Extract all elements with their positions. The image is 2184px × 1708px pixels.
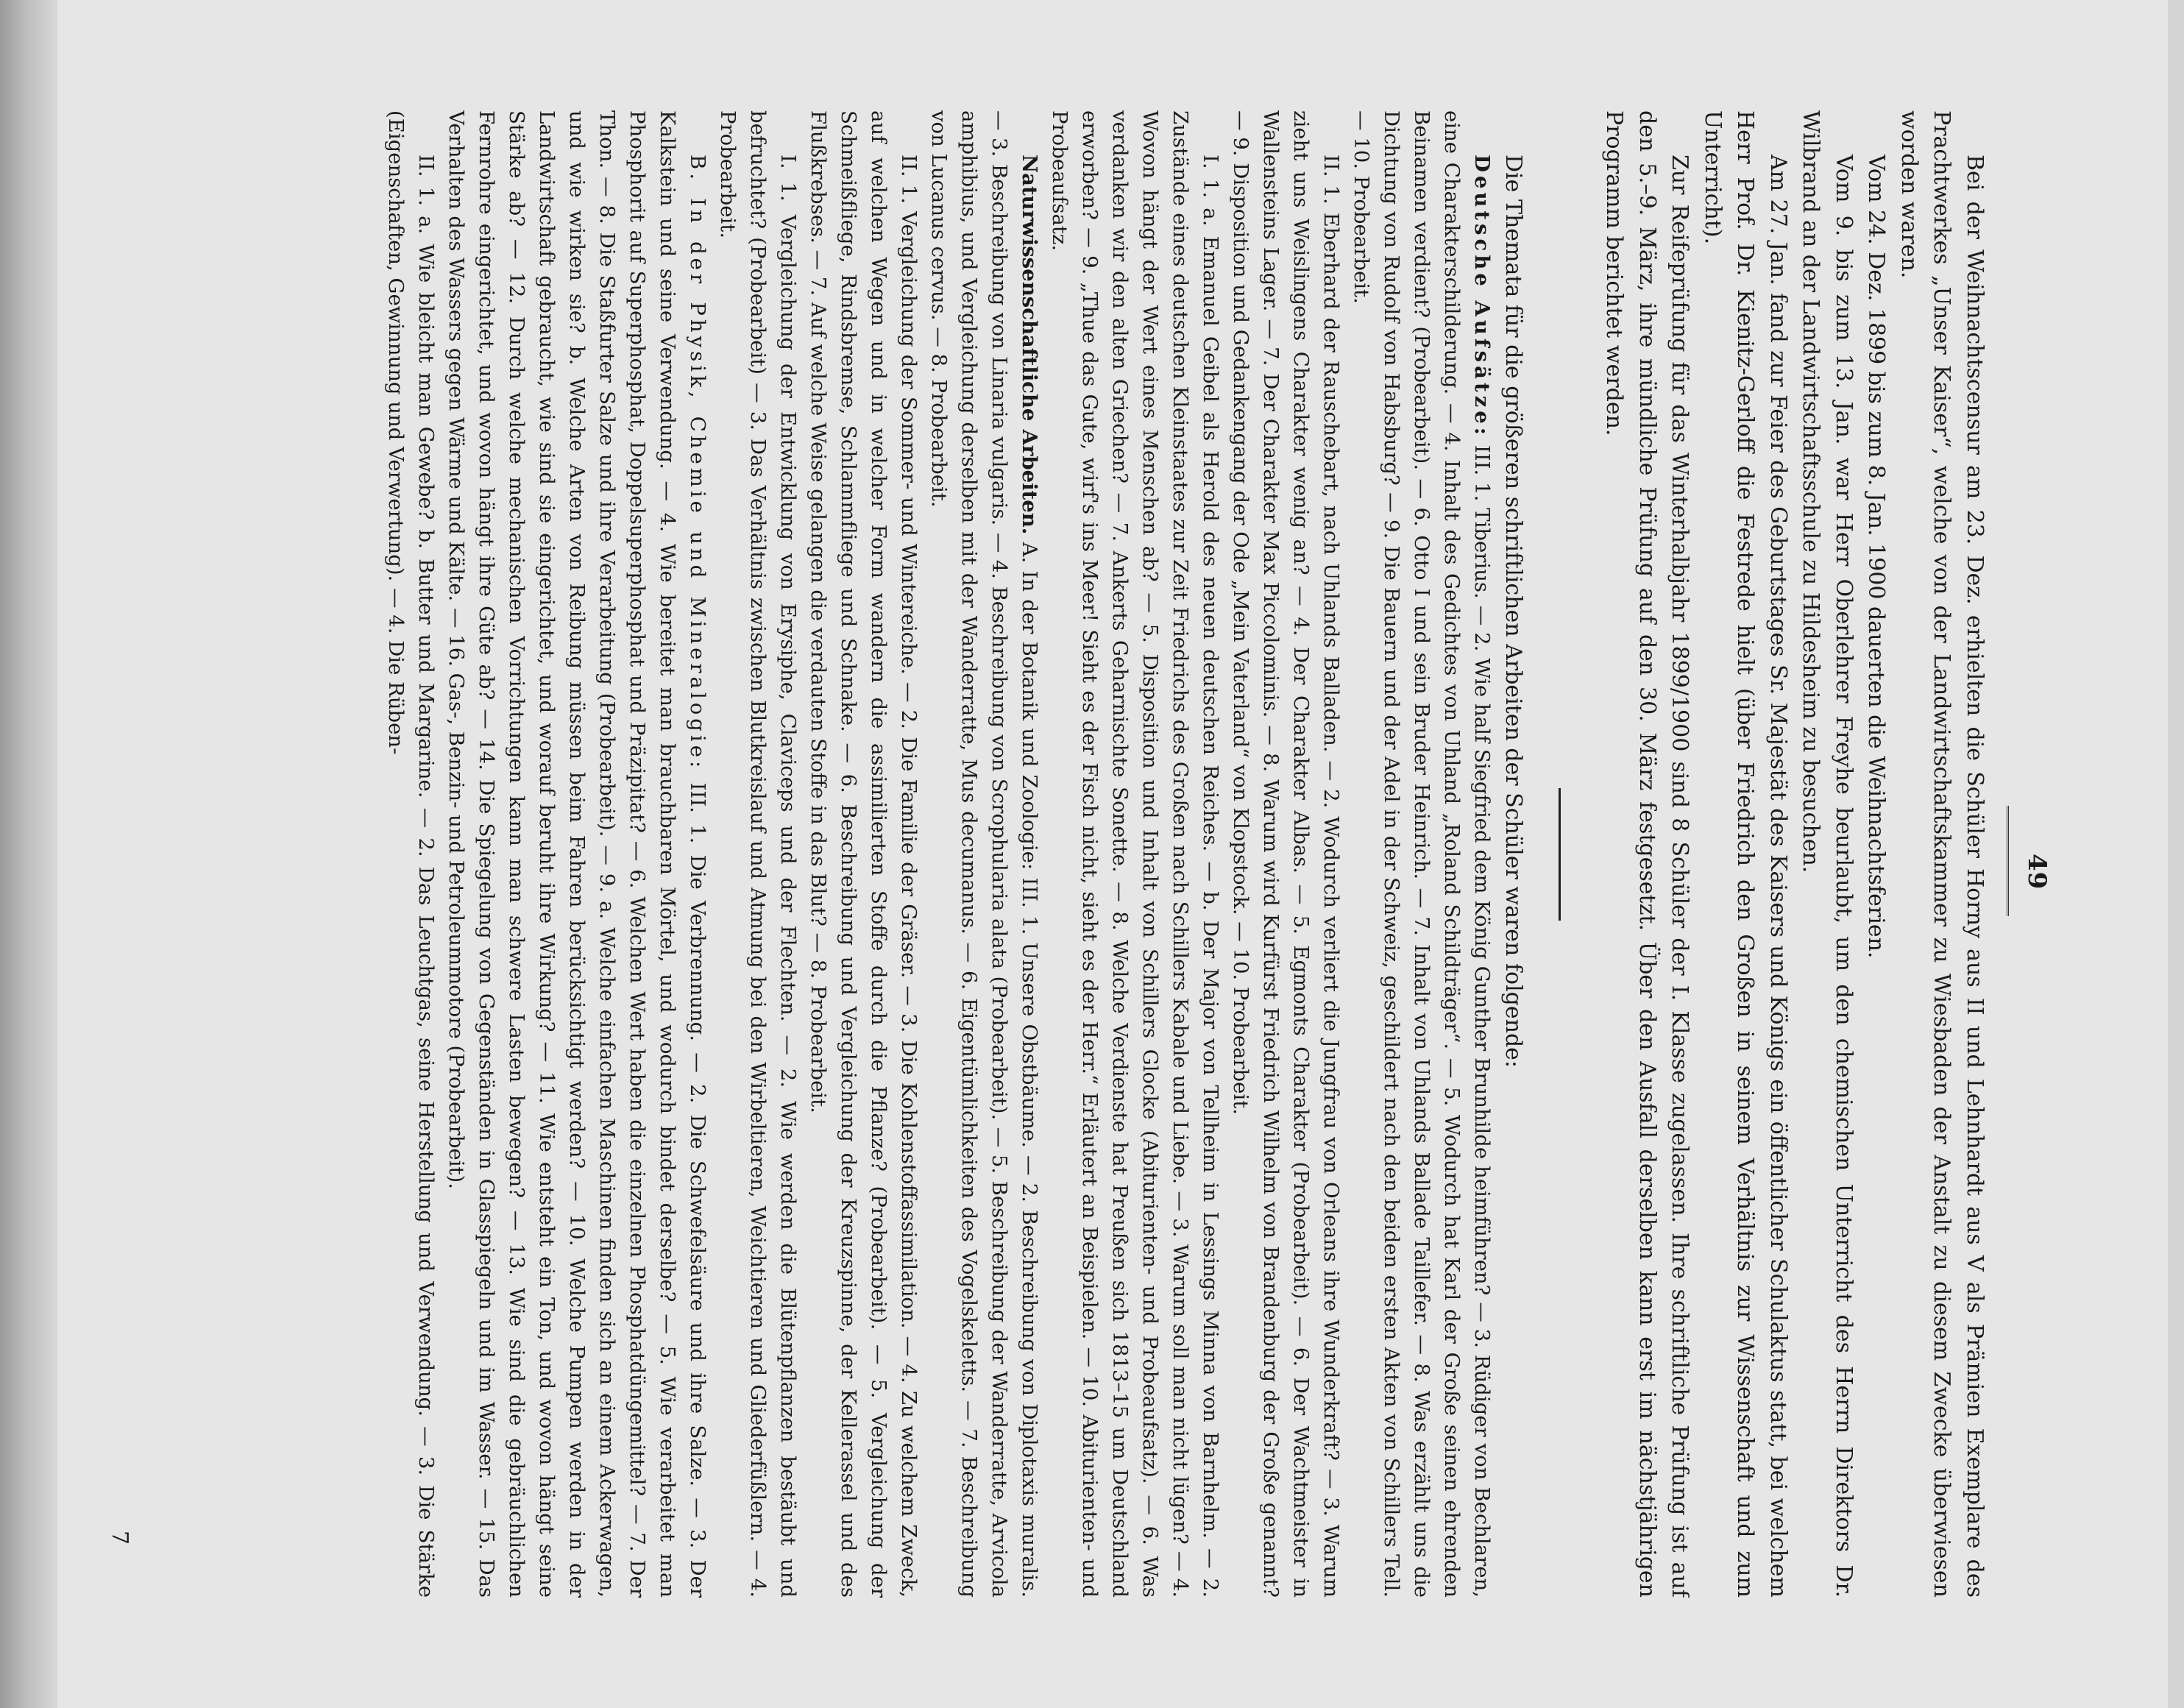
rotated-page [88,0,2090,1708]
themes-heading: Die Themata für die größeren schriftlichen Arbeiten der Schüler waren folgende: [1500,155,1526,1069]
deutsch-ii: II. 1. Eberhard der Rauschebart, nach Uhlands Balladen. — 2. Wodurch verliert die Jungfrau von Orleans ihre Wunderkraft? — 3. Warum zieht uns Weislingens Charakter wenig an? — 4. Der Charakter Albas. — 5. Egmonts Charakter (Probearbeit). — 6. Der Wachtmeister in Wallensteins Lager. — 7. Der Charakter Max Piccolominis. — 8. Warum wird Kurfürst Friedrich Wilhelm von Brandenburg der Große genannt? — 9. Disposition und Gedankengang der Ode „Mein Vaterland“ von Klopstock. — 10. Probearbeit. [1229,110,1343,1598]
paragraph-censur: Bei der Weihnachtscensur am 23. Dez. erhielten die Schüler Horny aus II und Lehnhardt aus V als Prämien Exemplare des Prachtwerkes „Unser Kaiser“, welche von der Landwirtschaftskammer zu Wiesbaden der Anstalt zu diesem Zwecke überwiesen worden waren. [1896,110,1988,1598]
page-number: 49 [2022,854,2052,890]
natur-label: Naturwissenschaftliche Arbeiten. [1018,155,1041,535]
natur-i: I. 1. Vergleichung der Entwicklung von Erysiphe, Claviceps und der Flechten. — 2. Wie werden die Blütenpflanzen bestäubt und befruchtet? (Probearbeit) — 3. Das Verhältnis zwischen Blutkreislauf und Atmung bei den Wirbeltieren, Weichtieren und Gliederfüßlern. — 4. Probearbeit. [716,110,800,1598]
paragraph-reifepruefung: Zur Reifeprüfung für das Winterhalbjahr 1899/1900 sind 8 Schüler der I. Klasse zugelassen. Ihre schriftliche Prüfung ist auf den 5.–9. März, ihre mündliche Prüfung auf den 30. März festgesetzt. Über den Ausfall derselben kann erst im nächstjährigen Programm berichtet werden. [1601,110,1693,1598]
natur-ii: II. 1. Vergleichung der Sommer- und Wintereiche. — 2. Die Familie der Gräser. — 3. Die Kohlenstoffassimilation. — 4. Zu welchem Zweck, auf welchen Wegen und in welcher Form wandern die assimilierten Stoffe durch die Pflanze? (Probearbeit). — 5. Vergleichung der Schmeißfliege, Rindsbremse, Schlammfliege und Schnake. — 6. Beschreibung und Vergleichung der Kreuzspinne, der Kellerassel und des Flußkrebses. — 7. Auf welche Weise gelangen die verdauten Stoffe in das Blut? — 8. Probearbeit. [806,110,921,1598]
natur-iii [923,110,1044,1598]
physik-iii-text: III. 1. Die Verbrennung. — 2. Die Schwefelsäure und ihre Salze. — 3. Der Kalkstein und seine Verwendung. — 4. Wie bereitet man brauchbaren Mörtel, und wodurch bindet derselbe? — 5. Wie verarbeitet man Phosphorit auf Superphosphat, Doppelsuperphosphat und Präzipitat? — 6. Welchen Wert haben die einzelnen Phosphatdüngemittel? — 7. Der Thon. — 8. Die Staßfurter Salze und ihre Verarbeitung (Probearbeit). — 9. a. Welche einfachen Maschinen finden sich an einem Ackerwagen, und wie wirken sie? b. Welche Arten von Reibung müssen beim Fahren berücksichtigt werden? — 10. Welche Pumpen werden in der Landwirtschaft gebraucht, wie sind sie eingerichtet, und worauf beruht ihre Wirkung? — 11. Wie entsteht ein Ton, und wovon hängt seine Stärke ab? — 12. Durch welche mechanischen Vorrichtungen kann man schwere Lasten bewegen? — 13. Wie sind die gebräuchlichen Fernrohre eingerichtet, und wovon hängt ihre Güte ab? — 14. Die Spiegelung von Gegenständen in Glasspiegeln und im Wasser. — 15. Das Verhalten des Wassers gegen Wärme und Kälte. — 16. Gas-, Benzin- und Petroleummotore (Probearbeit). [444,110,709,1598]
physik-iii [441,110,712,1598]
deutsch-label: Deutsche Aufsätze: [1470,155,1494,439]
binding-shadow [0,0,57,1708]
header-ornament [2002,806,2009,916]
paragraph-kaisergeburtstag: Am 27. Jan. fand zur Feier des Geburtstages Sr. Majestät des Kaisers und Königs ein öffentlicher Schulaktus statt, bei welchem Herr Prof. Dr. Kienitz-Gerloff die Festrede hielt (über Friedrich den Großen in seinem Verhältnis zur Wissenschaft und zum Unterricht). [1700,110,1791,1598]
physik-label: B. In der Physik, Chemie und Mineralogie: [686,155,709,772]
signature-mark: 7 [107,1531,132,1545]
deutsch-iii [1346,110,1497,1598]
themes-list [380,110,1497,1598]
body-text [121,110,1990,1598]
deutsch-iii-text: III. 1. Tiberius. — 2. Wie half Siegfried dem König Gunther Brunhilde heimführen? — 3. Rüdiger von Bechlaren, eine Charakterschilderung. — 4. Inhalt des Gedichtes von Uhland „Roland Schildträger“. — 5. Wodurch hat Karl der Große seinen ehrenden Beinamen verdient? (Probearbeit). — 6. Otto I und sein Bruder Heinrich. — 7. Inhalt von Uhlands Ballade Taillefer. — 8. Was erzählt uns die Dichtung von Rudolf von Habsburg? — 9. Die Bauern und der Adel in der Schweiz, geschildert nach den beiden ersten Akten von Schillers Tell. — 10. Probearbeit. [1350,110,1494,1598]
paragraph-ferien: Vom 24. Dez. 1899 bis zum 8. Jan. 1900 dauerten die Weihnachtsferien. [1863,155,1890,959]
physik-ii: II. 1. a. Wie bleicht man Gewebe? b. Butter und Margarine. — 2. Das Leuchtgas, seine Herstellung und Verwendung. — 3. Die Stärke (Eigenschaften, Gewinnung und Verwertung). — 4. Die Rüben- [384,110,438,1598]
paragraph-urlaub: Vom 9. bis zum 13. Jan. war Herr Oberlehrer Freyhe beurlaubt, um den chemischen Unterricht des Herrn Direktors Dr. Wilbrand an der Landwirtschaftsschule zu Hildesheim zu besuchen. [1798,110,1857,1598]
natur-iii-text: A. In der Botanik und Zoologie: III. 1. Unsere Obstbäume. — 2. Beschreibung von Diplotaxis muralis. — 3. Beschreibung von Linaria vulgaris. — 4. Beschreibung von Scrophularia alata (Probearbeit). — 5. Beschreibung der Wanderratte, Arvicola amphibius, und Vergleichung derselben mit der Wanderratte, Mus decumanus. — 6. Eigentümlichkeiten des Vogelskeletts. — 7. Beschreibung von Lucanus cervus. — 8. Probearbeit. [927,110,1041,1598]
section-divider [1559,788,1561,921]
deutsch-i: I. 1. a. Emanuel Geibel als Herold des neuen deutschen Reiches. — b. Der Major von Tellheim in Lessings Minna von Barnhelm. — 2. Zustände eines deutschen Kleinstaates zur Zeit Friedrichs des Großen nach Schillers Kabale und Liebe. — 3. Warum soll man nicht lügen? — 4. Wovon hängt der Wert eines Menschen ab? — 5. Disposition und Inhalt von Schillers Glocke (Abiturienten- und Probeaufsatz). — 6. Was verdanken wir den alten Griechen? — 7. Ankerts Geharnischte Sonette. — 8. Welche Verdienste hat Preußen sich 1813–15 um Deutschland erworben? — 9. „Thue das Gute, wirf's ins Meer! Sieht es der Fisch nicht, sieht es der Herr.“ Erläutert an Beispielen. — 10. Abiturienten- und Probeaufsatz. [1048,110,1222,1598]
page-edge [2168,0,2184,1708]
